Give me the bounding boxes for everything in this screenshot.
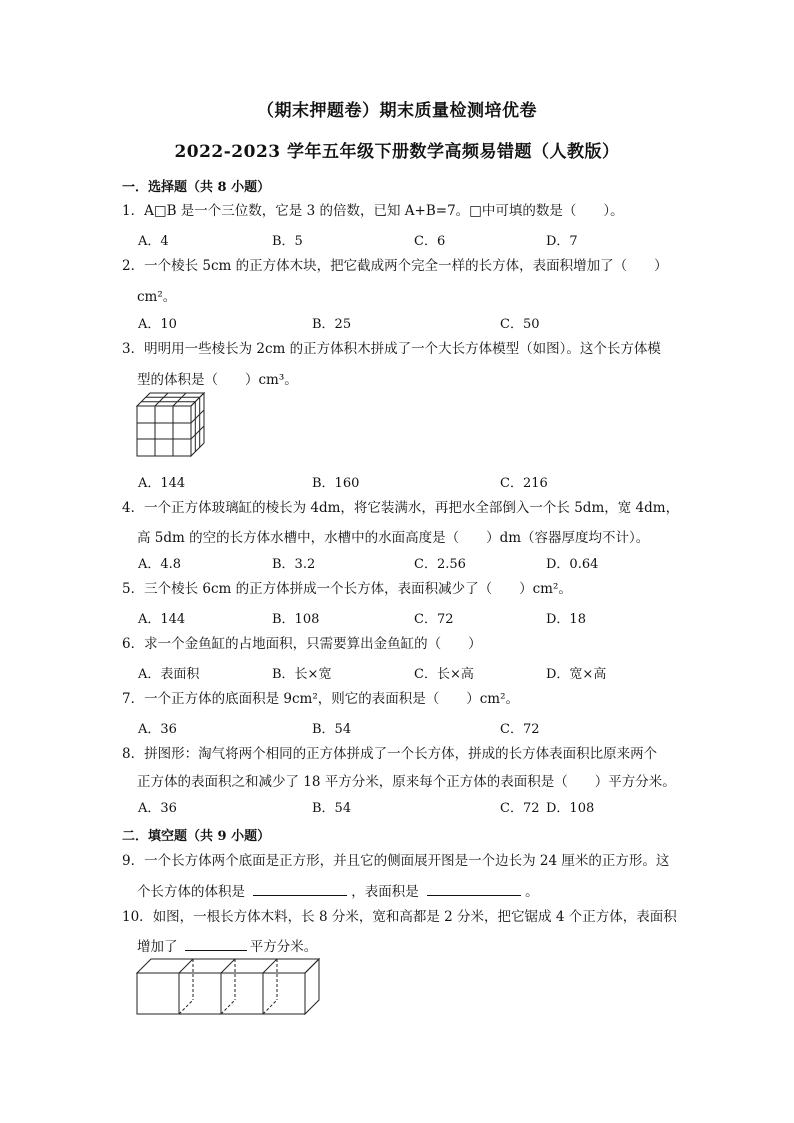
question-number: 4． [122, 500, 145, 516]
option-a[interactable]: A．36 [138, 722, 177, 737]
question-9-line2 [137, 880, 539, 900]
question-text: A□B 是一个三位数，它是 3 的倍数，已知 A+B=7。□中可填的数是（ ）。 [144, 203, 624, 219]
option-d[interactable]: D．108 [546, 801, 595, 816]
question-1 [122, 198, 682, 224]
option-c[interactable]: C．72 [414, 612, 454, 627]
option-d[interactable]: D．7 [546, 234, 578, 249]
exam-subtitle: 2022-2023 学年五年级下册数学高频易错题（人教版） [174, 142, 620, 162]
question-number: 7． [122, 691, 145, 707]
option-a[interactable]: A．10 [138, 317, 177, 332]
question-10-line2 [137, 935, 317, 955]
cuboid-blocks-figure [136, 392, 208, 458]
question-number: 2． [122, 258, 145, 274]
question-text: 一个正方体的底面积是 9cm²，则它的表面积是（ ）cm²。 [144, 691, 520, 707]
answer-blank-volume[interactable] [253, 881, 347, 896]
question-text: 拼图形：淘气将两个相同的正方体拼成了一个长方体，拼成的长方体表面积比原来两个 [144, 746, 658, 762]
option-a[interactable]: A．4.8 [138, 557, 182, 572]
option-c[interactable]: C．72 [500, 722, 540, 737]
option-c[interactable]: C．长×高 [414, 667, 474, 682]
section-heading-choice: 一．选择题（共 8 小题） [122, 180, 271, 195]
question-text: 如图，一根长方体木料，长 8 分米，宽和高都是 2 分米，把它锯成 4 个正方体，表面积 [152, 909, 677, 925]
question-text: 一个正方体玻璃缸的棱长为 4dm，将它装满水，再把水全部倒入一个长 5dm，宽 4dm， [144, 500, 680, 516]
question-text: 求一个金鱼缸的占地面积，只需要算出金鱼缸的（ ） [144, 636, 482, 652]
option-c[interactable]: C．6 [414, 234, 446, 249]
question-8-line2: 正方体的表面积之和减少了 18 平方分米，原来每个正方体的表面积是（ ）平方分米。 [137, 774, 676, 790]
question-number: 10． [122, 909, 153, 925]
question-number: 3． [122, 341, 145, 357]
question-2-line2: cm²。 [137, 289, 177, 305]
answer-blank-surface-area[interactable] [427, 881, 521, 896]
question-8 [122, 741, 682, 767]
question-text: 。 [525, 884, 539, 900]
option-b[interactable]: B．3.2 [272, 557, 316, 572]
option-d[interactable]: D．18 [546, 612, 586, 627]
option-a[interactable]: A．表面积 [138, 667, 200, 682]
question-3 [122, 336, 682, 362]
option-b[interactable]: B．25 [312, 317, 352, 332]
option-b[interactable]: B．54 [312, 801, 352, 816]
question-4-line2: 高 5dm 的空的长方体水槽中，水槽中的水面高度是（ ）dm（容器厚度均不计）。 [137, 530, 650, 546]
option-a[interactable]: A．144 [138, 612, 186, 627]
answer-blank-increase[interactable] [185, 936, 247, 951]
question-text: 一个长方体两个底面是正方形，并且它的侧面展开图是一个边长为 24 厘米的正方形。这 [144, 853, 670, 869]
question-9 [122, 848, 682, 874]
question-text: 明明用一些棱长为 2cm 的正方体积木拼成了一个大长方体模型（如图）。这个长方体模 [144, 341, 661, 357]
exam-title: （期末押题卷）期末质量检测培优卷 [257, 101, 537, 121]
option-b[interactable]: B．54 [312, 722, 352, 737]
question-number: 1． [122, 203, 145, 219]
question-10 [122, 904, 682, 930]
question-text: ，表面积是 [351, 884, 419, 900]
question-2 [122, 253, 682, 279]
option-c[interactable]: C．50 [500, 317, 540, 332]
option-c[interactable]: C．72 [500, 801, 540, 816]
question-text: 增加了 [137, 939, 178, 955]
question-5 [122, 576, 682, 602]
question-text: 三个棱长 6cm 的正方体拼成一个长方体，表面积减少了（ ）cm²。 [144, 581, 572, 597]
option-b[interactable]: B．长×宽 [272, 667, 332, 682]
question-7 [122, 686, 682, 712]
option-a[interactable]: A．4 [138, 234, 169, 249]
option-b[interactable]: B．160 [312, 476, 360, 491]
section-heading-fill: 二．填空题（共 9 小题） [122, 829, 271, 844]
question-number: 6． [122, 636, 145, 652]
option-b[interactable]: B．5 [272, 234, 303, 249]
question-text: 平方分米。 [249, 939, 318, 955]
question-3-line2: 型的体积是（ ）cm³。 [137, 372, 298, 388]
option-a[interactable]: A．144 [138, 476, 186, 491]
question-text: 个长方体的体积是 [137, 884, 245, 900]
option-b[interactable]: B．108 [272, 612, 320, 627]
option-c[interactable]: C．2.56 [414, 557, 466, 572]
option-d[interactable]: D．0.64 [546, 557, 599, 572]
wood-beam-figure [136, 958, 322, 1016]
option-c[interactable]: C．216 [500, 476, 548, 491]
option-a[interactable]: A．36 [138, 801, 177, 816]
question-number: 9． [122, 853, 145, 869]
question-text: 一个棱长 5cm 的正方体木块，把它截成两个完全一样的长方体，表面积增加了（ ） [144, 258, 668, 274]
question-number: 5． [122, 581, 145, 597]
option-d[interactable]: D．宽×高 [546, 667, 607, 682]
question-number: 8． [122, 746, 145, 762]
question-6 [122, 631, 682, 657]
question-4 [122, 495, 682, 521]
